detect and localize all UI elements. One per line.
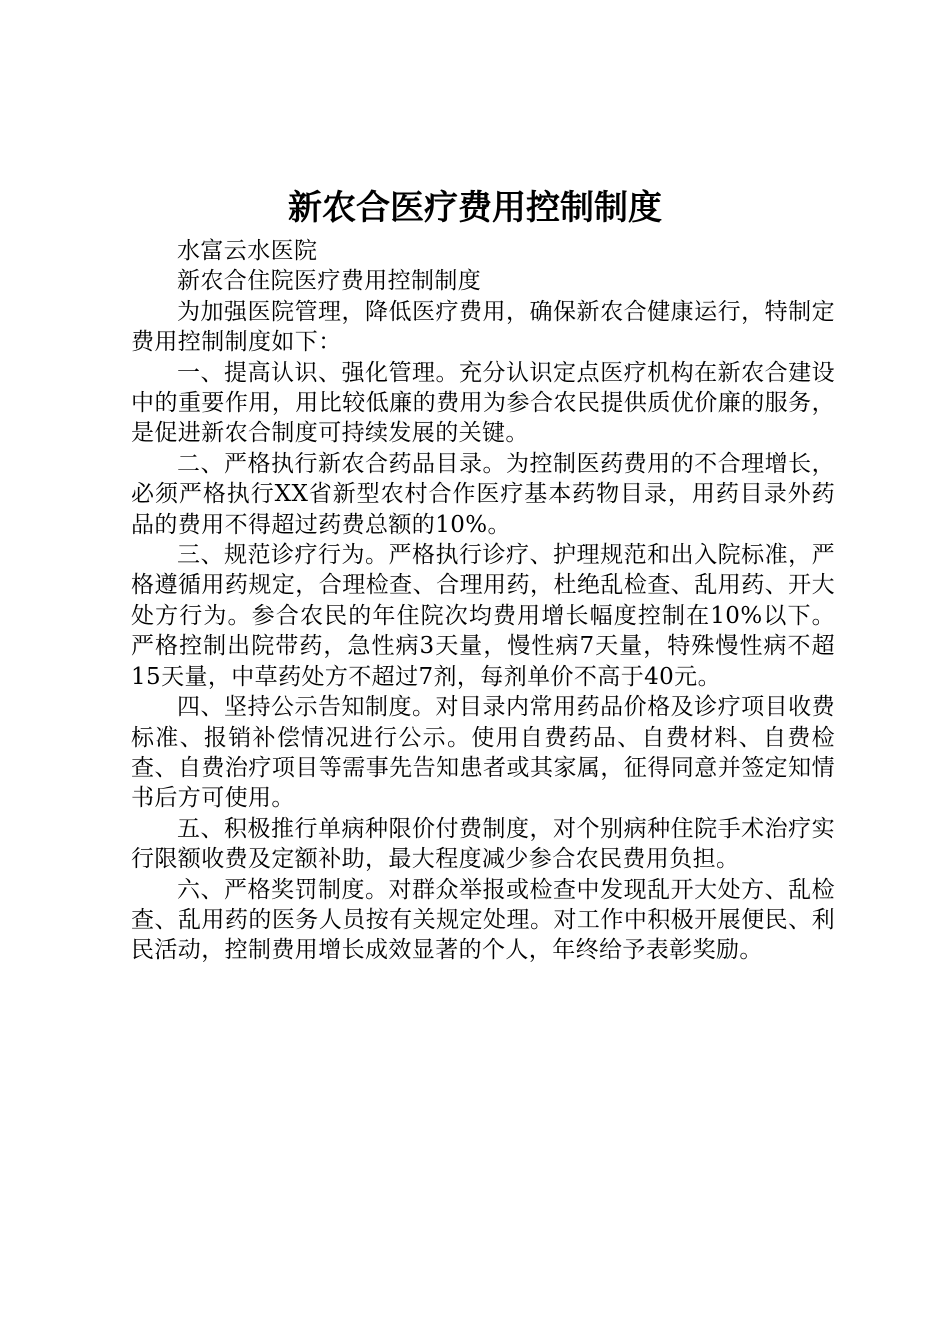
rule-paragraph-3: 三、规范诊疗行为。严格执行诊疗、护理规范和出入院标准，严格遵循用药规定，合理检查、合理用药，杜绝乱检查、乱用药、开大处方行为。参合农民的年住院次均费用增长幅度控制在10%以下。严格控制出院带药，急性病3天量，慢性病7天量，特殊慢性病不超15天量，中草药处方不超过7剂，每剂单价不高于40元。 xyxy=(131,542,835,690)
rule-paragraph-2: 二、严格执行新农合药品目录。为控制医药费用的不合理增长，必须严格执行XX省新型农村合作医疗基本药物目录，用药目录外药品的费用不得超过药费总额的10%。 xyxy=(131,450,835,538)
rule-paragraph-4: 四、坚持公示告知制度。对目录内常用药品价格及诊疗项目收费标准、报销补偿情况进行公示。使用自费药品、自费材料、自费检查、自费治疗项目等需事先告知患者或其家属，征得同意并签定知情书后方可使用。 xyxy=(131,694,835,812)
intro-paragraph: 为加强医院管理，降低医疗费用，确保新农合健康运行，特制定费用控制制度如下： xyxy=(131,298,835,356)
document-subtitle: 新农合住院医疗费用控制制度 xyxy=(177,268,482,295)
document-title: 新农合医疗费用控制制度 xyxy=(288,188,662,228)
rule-paragraph-6: 六、严格奖罚制度。对群众举报或检查中发现乱开大处方、乱检查、乱用药的医务人员按有关规定处理。对工作中积极开展便民、利民活动，控制费用增长成效显著的个人，年终给予表彰奖励。 xyxy=(131,876,835,964)
rule-paragraph-5: 五、积极推行单病种限价付费制度，对个别病种住院手术治疗实行限额收费及定额补助，最大程度减少参合农民费用负担。 xyxy=(131,815,835,873)
rule-paragraph-1: 一、提高认识、强化管理。充分认识定点医疗机构在新农合建设中的重要作用，用比较低廉的费用为参合农民提供质优价廉的服务，是促进新农合制度可持续发展的关键。 xyxy=(131,359,835,447)
hospital-name: 水富云水医院 xyxy=(177,238,318,264)
document-body xyxy=(131,236,835,966)
